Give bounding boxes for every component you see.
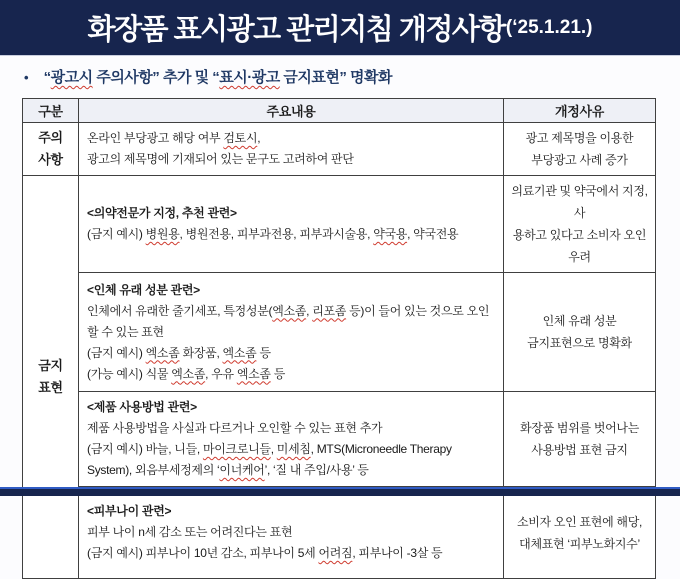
text-segment: , 피부나이 -3살 등 (352, 546, 443, 560)
text-segment: (금지 예시) 바늘, 니들, (87, 442, 203, 456)
text-segment: 제품 사용방법을 사실과 다르거나 오인할 수 있는 표현 추가 (87, 421, 383, 435)
wavy-underlined-text: 엑소좀 (272, 303, 307, 318)
content-cell (79, 176, 504, 273)
text-segment: , MTS(Microneedle Therapy System), 외음부세정제의 ‘ (87, 442, 452, 477)
row-ban-medical-expert (23, 176, 656, 273)
reason-line: 대체표현 ‘피부노화지수’ (519, 536, 640, 551)
text-segment: (금지 예시) (87, 345, 146, 360)
reason-cell (504, 273, 656, 392)
text-segment: , 약국전용 (407, 227, 459, 241)
content-title: <의약전문가 지정, 추천 관련> (87, 206, 237, 220)
category-cell-ban (23, 176, 79, 579)
text-segment: 광고의 제목명에 기재되어 있는 문구도 고려하여 판단 (87, 152, 354, 166)
category-line: 금지 (38, 358, 63, 373)
wavy-underlined-text: 병원용 (145, 227, 180, 241)
wavy-underlined-text: 표시·광고 (219, 69, 280, 86)
text-segment: 등)이 들어 있는 것으로 오인할 수 있는 표현 (87, 303, 490, 339)
content-cell (79, 123, 504, 176)
content-cell (79, 273, 504, 392)
text-segment: 금지표현” 명확화 (279, 69, 393, 86)
text-segment: 화장품, (179, 345, 223, 360)
category-cell-caution (23, 123, 79, 176)
content-line (87, 224, 495, 245)
wavy-underlined-text: 어려짐 (318, 546, 353, 560)
content-line (87, 418, 495, 439)
wavy-underlined-text: 엑소좀 (236, 366, 271, 381)
content-title: <제품 사용방법 관련> (87, 400, 197, 414)
reason-line: 인체 유래 성분 (542, 314, 617, 328)
header-content: 주요내용 (79, 99, 504, 123)
text-segment: 온라인 부당광고 해당 여부 (87, 131, 224, 145)
header-reason: 개정사유 (504, 99, 656, 123)
text-segment: 인체에서 유래한 줄기세포, 특정성분( (87, 303, 273, 318)
wavy-underlined-text: 마이크로니들 (202, 442, 271, 456)
content-title: <피부나이 관련> (87, 504, 172, 518)
table-wrap (22, 98, 655, 560)
content-line (87, 364, 495, 385)
header-category: 구분 (23, 99, 79, 123)
wavy-underlined-text: 약국용 (373, 227, 408, 241)
text-segment: 등 (270, 366, 286, 381)
reason-line: 사용방법 표현 금지 (531, 443, 628, 457)
text-segment: , (257, 131, 261, 145)
title-banner (0, 0, 680, 56)
wavy-underlined-text: 미세침 (276, 442, 311, 456)
content-title: <인체 유래 성분 관련> (87, 282, 200, 297)
text-segment: (금지 예시) 피부나이 10년 감소, 피부나이 5세 (87, 546, 319, 560)
content-line (87, 543, 495, 564)
table-header-row (23, 99, 656, 123)
subtitle (24, 66, 654, 87)
text-segment: 주의사항” 추가 및 “ (92, 69, 220, 86)
reason-line: 용하고 있다고 소비자 오인 (512, 228, 647, 242)
wavy-underlined-text: 리포좀 (312, 303, 347, 318)
text-segment: (가능 예시) 식물 (87, 366, 172, 381)
content-cell (79, 392, 504, 487)
category-line: 표현 (38, 380, 63, 395)
content-line (87, 439, 495, 481)
wavy-underlined-text: 엑소좀 (171, 366, 206, 381)
row-ban-skin-age (23, 487, 656, 579)
content-line (87, 301, 495, 343)
text-segment: “ (43, 69, 51, 86)
row-caution (23, 123, 656, 176)
reason-line: 광고 제목명을 이용한 (525, 131, 634, 145)
text-segment: ’, ‘질 내 주입/사용’ 등 (264, 463, 369, 477)
row-ban-usage-method (23, 392, 656, 487)
reason-line: 우려 (568, 250, 591, 264)
wavy-underlined-text: 이너케어 (219, 463, 265, 477)
content-line (87, 149, 495, 170)
reason-line: 화장품 범위를 벗어나는 (520, 421, 639, 435)
reason-cell (504, 123, 656, 176)
reason-line: 부당광고 사례 증가 (531, 153, 628, 167)
content-line (87, 128, 495, 149)
reason-line: 금지표현으로 명확화 (527, 336, 632, 350)
text-segment: (금지 예시) (87, 227, 146, 241)
page-title: 화장품 표시광고 관리지침 개정사항 (87, 14, 505, 46)
reason-cell (504, 176, 656, 273)
content-line (87, 343, 495, 364)
category-line: 주의 (38, 130, 63, 145)
reason-cell (504, 392, 656, 487)
subtitle-text (44, 69, 392, 86)
row-ban-human-derived (23, 273, 656, 392)
revision-table (22, 98, 656, 579)
text-segment: , (270, 442, 277, 456)
wavy-underlined-text: 엑소좀 (222, 345, 257, 360)
text-segment: , (306, 303, 313, 318)
reason-cell (504, 487, 656, 579)
bullet-icon: • (24, 70, 29, 85)
content-cell (79, 487, 504, 579)
content-line (87, 522, 495, 543)
text-segment: , 병원전용, 피부과전용, 피부과시술용, (179, 227, 374, 241)
reason-line: 소비자 오인 표현에 해당, (516, 514, 643, 529)
page-title-date: (‘25.1.21.) (505, 16, 593, 38)
text-segment: , 우유 (205, 366, 237, 381)
reason-line: 의료기관 및 약국에서 지정, 사 (511, 184, 648, 220)
wavy-underlined-text: 엑소좀 (145, 345, 180, 360)
text-segment: 등 (256, 345, 271, 360)
bottom-bar (0, 487, 680, 496)
wavy-underlined-text: 광고시 (50, 69, 93, 86)
text-segment: 피부 나이 n세 감소 또는 어려진다는 표현 (87, 525, 293, 539)
wavy-underlined-text: 검토시 (223, 131, 258, 145)
category-line: 사항 (38, 152, 63, 167)
